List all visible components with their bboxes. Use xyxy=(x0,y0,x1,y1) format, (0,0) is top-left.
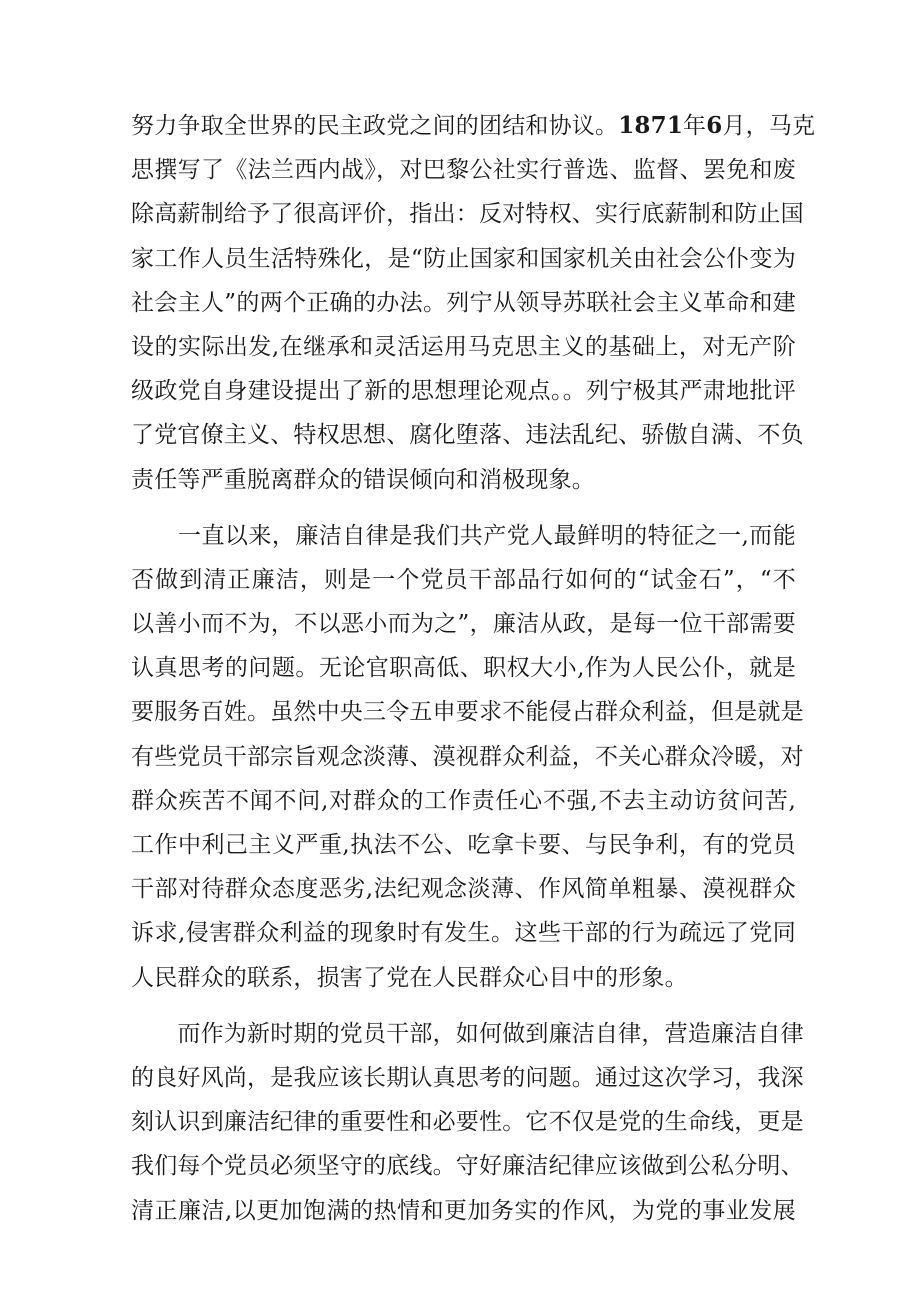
text-run: 而作为新时期的党员干部，如何做到廉洁自律，营造廉洁自律 xyxy=(131,1020,804,1047)
text-run: 责任等严重脱离群众的错误倾向和消极现象。 xyxy=(131,466,595,493)
text-run: 认真思考的问题。无论官职高低、职权大小,作为人民公仆，就是 xyxy=(131,655,796,682)
text-run: 了党官僚主义、特权思想、腐化堕落、违法乱纪、骄傲自满、不负 xyxy=(131,422,804,449)
text-run: 社会主人”的两个正确的办法。列宁从领导苏联社会主义革命和建 xyxy=(131,289,796,316)
paragraph xyxy=(131,514,804,1000)
text-line xyxy=(131,369,796,413)
text-line xyxy=(131,413,804,457)
body-text xyxy=(131,104,816,1233)
text-line xyxy=(131,735,804,779)
text-line xyxy=(131,911,796,955)
text-run: 家工作人员生活特殊化，是“防止国家和国家机关由社会公仆变为 xyxy=(131,245,796,272)
paragraph xyxy=(131,104,816,502)
text-line xyxy=(131,1012,804,1056)
text-line xyxy=(131,237,796,281)
text-line xyxy=(131,867,796,911)
text-run: 级政党自身建设提出了新的思想理论观点。。列宁极其严肃地批评 xyxy=(131,378,796,405)
text-run: 否做到清正廉洁，则是一个党员干部品行如何的“试金石”，“不 xyxy=(131,566,796,593)
text-run: 设的实际出发,在继承和灵活运用马克思主义的基础上，对无产阶 xyxy=(131,333,796,360)
text-run: 人民群众的联系，损害了党在人民群众心目中的形象。 xyxy=(131,964,688,991)
text-line xyxy=(131,458,796,502)
text-run: 努力争取全世界的民主政党之间的团结和协议。 xyxy=(131,113,619,139)
text-line xyxy=(131,558,796,602)
text-line xyxy=(131,1056,804,1100)
text-run: 思撰写了《法兰西内战》，对巴黎公社实行普选、监督、罢免和废 xyxy=(131,157,796,184)
text-line xyxy=(131,779,796,823)
text-line xyxy=(131,281,796,325)
text-line xyxy=(131,602,796,646)
text-line xyxy=(131,823,796,867)
text-run: 群众疾苦不闻不问,对群众的工作责任心不强,不去主动访贫问苦, xyxy=(131,787,796,814)
text-line xyxy=(131,690,804,734)
text-run: 年 xyxy=(683,113,707,139)
text-run: 诉求,侵害群众利益的现象时有发生。这些干部的行为疏远了党同 xyxy=(131,920,796,947)
text-line xyxy=(131,514,796,558)
bold-number: 1871 xyxy=(618,112,684,139)
text-run: 清正廉洁,以更加饱满的热情和更加务实的作风，为党的事业发展 xyxy=(131,1197,796,1224)
text-line xyxy=(131,1100,804,1144)
text-run: 一直以来，廉洁自律是我们共产党人最鲜明的特征之一,而能 xyxy=(131,522,796,549)
text-run: 有些党员干部宗旨观念淡薄、漠视群众利益，不关心群众冷暖，对 xyxy=(131,743,804,770)
text-line xyxy=(131,104,816,148)
text-run: 除高薪制给予了很高评价，指出：反对特权、实行底薪制和防止国 xyxy=(131,201,804,228)
text-run: 刻认识到廉洁纪律的重要性和必要性。它不仅是党的生命线，更是 xyxy=(131,1109,804,1136)
text-line xyxy=(131,192,804,236)
text-run: 要服务百姓。虽然中央三令五申要求不能侵占群众利益，但是就是 xyxy=(131,699,804,726)
paragraph-gap xyxy=(131,502,796,514)
text-run: 以善小而不为，不以恶小而为之”，廉洁从政，是每一位干部需要 xyxy=(131,611,796,638)
text-line xyxy=(131,1189,796,1233)
text-run: 月，马克 xyxy=(722,113,816,139)
text-line xyxy=(131,148,796,192)
paragraph xyxy=(131,1012,804,1233)
text-line xyxy=(131,325,796,369)
text-line xyxy=(131,956,796,1000)
text-run: 我们每个党员必须坚守的底线。守好廉洁纪律应该做到公私分明、 xyxy=(131,1153,804,1180)
text-run: 工作中利己主义严重,执法不公、吃拿卡要、与民争利，有的党员 xyxy=(131,832,796,858)
text-line xyxy=(131,1144,804,1188)
bold-number: 6 xyxy=(706,112,723,139)
text-line xyxy=(131,646,796,690)
text-run: 干部对待群众态度恶劣,法纪观念淡薄、作风简单粗暴、漠视群众 xyxy=(131,876,796,903)
text-run: 的良好风尚，是我应该长期认真思考的问题。通过这次学习，我深 xyxy=(131,1064,804,1091)
paragraph-gap xyxy=(131,1000,796,1012)
